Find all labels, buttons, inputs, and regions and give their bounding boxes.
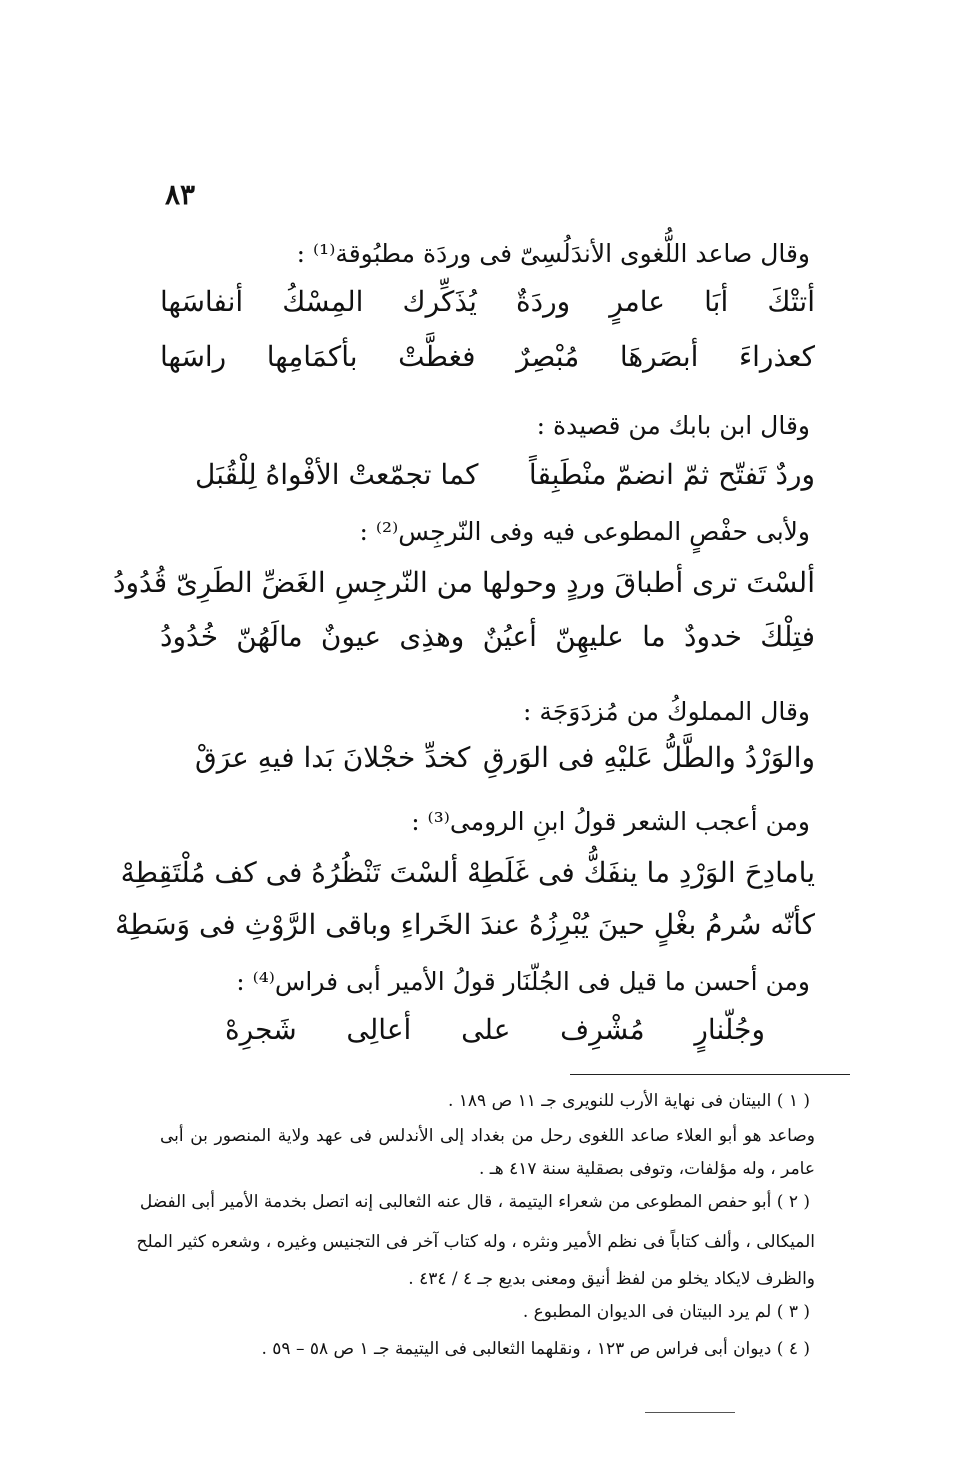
section-intro: وقال صاعد اللُّغوى الأندَلُسِىّ فى وردَة مطبُوقة⁽¹⁾ : [296, 239, 810, 268]
section-intro: وقال المملوكُ من مُزدَوَجَة : [523, 697, 810, 726]
footnote: وصاعد هو أبو العلاء صاعد اللغوى رحل من بغداد إلى الأندلس فى عهد ولاية المنصور بن أبى [160, 1126, 815, 1146]
footnote: ( ٣ ) لم يرد البيتان فى الديوان المطبوع . [522, 1302, 810, 1322]
section-intro: ولأبى حفْصٍ المطوعى فيه وفى النّرجِس⁽²⁾ : [359, 517, 810, 546]
section-intro: وقال ابن بابك من قصيدة : [536, 411, 810, 440]
footnote: ( ٢ ) أبو حفص المطوعى من شعراء اليتيمة ، قال عنه الثعالبى إنه اتصل بخدمة الأمير أبى الفضل [139, 1192, 810, 1212]
footnote: ( ٤ ) ديوان أبى فراس ص ١٢٣ ، ونقلهما الثعالبى فى اليتيمة جـ ١ ص ٥٨ – ٥٩ . [261, 1339, 810, 1359]
section-intro: ومن أعجب الشعر قولُ ابنِ الرومى⁽³⁾ : [411, 807, 810, 836]
footnote-divider [570, 1074, 850, 1075]
footnote: الميكالى ، وألف كتاباً فى نظم الأمير ونثره ، وله كتاب آخر فى التجنيس وغيره ، وشعره كثير الملح [136, 1232, 815, 1252]
bottom-ornament [645, 1412, 735, 1413]
verse-line: فتِلْكَ خدودٌ ما عليهِنّ أعيُنٌ وهذِى عيونٌ مالَهُنّ خُدُودُ [160, 620, 815, 653]
footnote: عامر ، وله مؤلفات، وتوفى بصقلية سنة ٤١٧ هـ . [479, 1159, 815, 1179]
verse-line: يامادِحَ الوَرْدِ ما ينفَكُّ فى غَلَطِهْ ألسْتَ تَنْظُرُهُ فى كف مُلْتَقِطِهْ [120, 856, 815, 889]
verse-hemistich-right: والوَرْدُ والطَّلُّ عَليْهِ فى الوَرقِ [482, 741, 815, 774]
verse-line: كعذراءَ أبصَرهَا مُبْصِرٌ فغطَّتْ بأكمَامِها راسَها [160, 340, 815, 373]
footnote: ( ١ ) البيتان فى نهاية الأرب للنويرى جـ ١١ ص ١٨٩ . [447, 1091, 810, 1111]
verse-hemistich-left: كخدِّ خجْلانَ بَدا فيهِ عرَقْ [195, 741, 471, 774]
page-number: ٨٣ [165, 178, 196, 211]
verse-line: كأنّه سُرمُ بغْلٍ حينَ يُبْرِزُهُ عندَ الخَراءِ وباقى الرَّوْثِ فى وَسَطِهْ [115, 908, 815, 941]
section-intro: ومن أحسن ما قيل فى الجُلّنَار قولُ الأمير أبى فراس⁽⁴⁾ : [236, 967, 810, 996]
verse-line: ألسْتَ ترى أطباقَ وردٍ وحولها من النّرجِسِ الغَضِّ الطَرِىّ قُدُودُ [113, 566, 815, 599]
verse-hemistich-right: وردٌ تَفتّح ثمّ انضمّ منْطَبِقاً [528, 458, 815, 491]
footnote: والظرف لايكاد يخلو من لفظ أنيق ومعنى بديع جـ ٤ / ٤٣٤ . [408, 1269, 815, 1289]
verse-line: أتتْكَ أبَا عامرٍ وردَةٌ يُذَكِّرك المِسْكُ أنفاسَها [160, 285, 815, 318]
verse-line: وجُلّنارٍ مُشْرِف على أعالِى شَجرِهْ [225, 1013, 765, 1046]
verse-hemistich-left: كما تجمّعتْ الأفْواهُ لِلْقُبَل [195, 458, 479, 491]
